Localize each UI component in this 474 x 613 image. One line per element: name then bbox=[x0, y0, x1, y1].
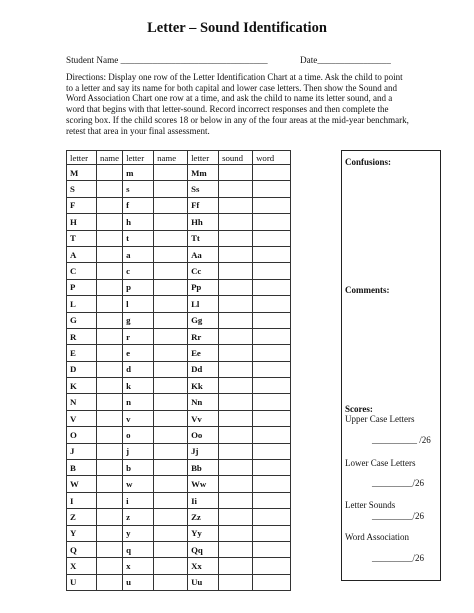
table-row bbox=[67, 296, 291, 312]
sound-response-cell[interactable] bbox=[219, 509, 253, 525]
lowercase-letter-cell: m bbox=[123, 165, 154, 181]
letter-pair-cell: Vv bbox=[188, 410, 219, 426]
letter-pair-cell: Rr bbox=[188, 328, 219, 344]
capital-letter-cell: K bbox=[67, 378, 97, 394]
column-header: name bbox=[154, 151, 188, 165]
name-response-cell[interactable] bbox=[97, 427, 123, 443]
letter-chart-table bbox=[66, 150, 291, 591]
table-header-row bbox=[67, 151, 291, 165]
word-response-cell[interactable] bbox=[253, 181, 291, 197]
lowercase-letter-cell: j bbox=[123, 443, 154, 459]
capital-letter-cell: X bbox=[67, 558, 97, 574]
word-response-cell[interactable] bbox=[253, 378, 291, 394]
name-response-cell[interactable] bbox=[154, 328, 188, 344]
sound-response-cell[interactable] bbox=[219, 361, 253, 377]
lowercase-letter-cell: o bbox=[123, 427, 154, 443]
capital-letter-cell: R bbox=[67, 328, 97, 344]
word-response-cell[interactable] bbox=[253, 230, 291, 246]
letter-pair-cell: Xx bbox=[188, 558, 219, 574]
letter-pair-cell: Mm bbox=[188, 165, 219, 181]
word-response-cell[interactable] bbox=[253, 263, 291, 279]
name-response-cell[interactable] bbox=[97, 263, 123, 279]
capital-letter-cell: T bbox=[67, 230, 97, 246]
name-response-cell[interactable] bbox=[154, 312, 188, 328]
date-field[interactable]: Date________________ bbox=[300, 55, 391, 65]
sound-response-cell[interactable] bbox=[219, 230, 253, 246]
comments-label: Comments: bbox=[345, 285, 390, 295]
name-response-cell[interactable] bbox=[154, 165, 188, 181]
name-response-cell[interactable] bbox=[154, 443, 188, 459]
name-response-cell[interactable] bbox=[154, 509, 188, 525]
column-header: sound bbox=[219, 151, 253, 165]
name-response-cell[interactable] bbox=[154, 574, 188, 590]
sound-response-cell[interactable] bbox=[219, 492, 253, 508]
upper-case-score-field[interactable]: __________ /26 bbox=[372, 435, 431, 445]
letter-pair-cell: Gg bbox=[188, 312, 219, 328]
capital-letter-cell: Y bbox=[67, 525, 97, 541]
capital-letter-cell: V bbox=[67, 410, 97, 426]
capital-letter-cell: D bbox=[67, 361, 97, 377]
word-response-cell[interactable] bbox=[253, 328, 291, 344]
table-row bbox=[67, 394, 291, 410]
word-response-cell[interactable] bbox=[253, 492, 291, 508]
table-row bbox=[67, 525, 291, 541]
letter-pair-cell: Pp bbox=[188, 279, 219, 295]
column-header: letter bbox=[188, 151, 219, 165]
letter-pair-cell: Uu bbox=[188, 574, 219, 590]
letter-pair-cell: Yy bbox=[188, 525, 219, 541]
name-response-cell[interactable] bbox=[154, 263, 188, 279]
name-response-cell[interactable] bbox=[97, 574, 123, 590]
word-response-cell[interactable] bbox=[253, 525, 291, 541]
table-row bbox=[67, 361, 291, 377]
directions-text: Directions: Display one row of the Letter Identification Chart at a time. Ask the child to point to a letter and say its name for both capital and lower case letters. Then show the Sound and Word Association Chart one row at a time, and ask the child to name its letter sound, and a word that begins with that letter-sound. Record incorrect responses and then complete the scoring box. If the child scores 18 or below in any of the four areas at the mid-year benchmark, retest that area in your final assessment. bbox=[66, 72, 409, 136]
sound-response-cell[interactable] bbox=[219, 328, 253, 344]
lowercase-letter-cell: r bbox=[123, 328, 154, 344]
lowercase-letter-cell: z bbox=[123, 509, 154, 525]
lowercase-letter-cell: l bbox=[123, 296, 154, 312]
letter-pair-cell: Dd bbox=[188, 361, 219, 377]
sound-response-cell[interactable] bbox=[219, 427, 253, 443]
name-response-cell[interactable] bbox=[97, 296, 123, 312]
name-response-cell[interactable] bbox=[154, 394, 188, 410]
name-response-cell[interactable] bbox=[97, 328, 123, 344]
name-response-cell[interactable] bbox=[154, 476, 188, 492]
letter-pair-cell: Ee bbox=[188, 345, 219, 361]
lowercase-letter-cell: q bbox=[123, 541, 154, 557]
name-response-cell[interactable] bbox=[154, 361, 188, 377]
sound-response-cell[interactable] bbox=[219, 476, 253, 492]
table-row bbox=[67, 165, 291, 181]
table-row bbox=[67, 492, 291, 508]
sound-response-cell[interactable] bbox=[219, 296, 253, 312]
capital-letter-cell: W bbox=[67, 476, 97, 492]
name-response-cell[interactable] bbox=[97, 345, 123, 361]
lowercase-letter-cell: c bbox=[123, 263, 154, 279]
lowercase-letter-cell: b bbox=[123, 460, 154, 476]
column-header: name bbox=[97, 151, 123, 165]
table-row bbox=[67, 230, 291, 246]
word-response-cell[interactable] bbox=[253, 541, 291, 557]
lowercase-letter-cell: g bbox=[123, 312, 154, 328]
table-row bbox=[67, 328, 291, 344]
capital-letter-cell: Q bbox=[67, 541, 97, 557]
table-row bbox=[67, 476, 291, 492]
name-response-cell[interactable] bbox=[97, 541, 123, 557]
name-response-cell[interactable] bbox=[97, 394, 123, 410]
letter-pair-cell: Aa bbox=[188, 246, 219, 262]
capital-letter-cell: B bbox=[67, 460, 97, 476]
table-row bbox=[67, 214, 291, 230]
sound-response-cell[interactable] bbox=[219, 181, 253, 197]
capital-letter-cell: I bbox=[67, 492, 97, 508]
capital-letter-cell: U bbox=[67, 574, 97, 590]
capital-letter-cell: F bbox=[67, 197, 97, 213]
name-response-cell[interactable] bbox=[154, 214, 188, 230]
page-title: Letter – Sound Identification bbox=[147, 20, 327, 36]
word-response-cell[interactable] bbox=[253, 197, 291, 213]
word-response-cell[interactable] bbox=[253, 165, 291, 181]
name-response-cell[interactable] bbox=[97, 230, 123, 246]
lowercase-letter-cell: i bbox=[123, 492, 154, 508]
capital-letter-cell: N bbox=[67, 394, 97, 410]
table-row bbox=[67, 246, 291, 262]
name-response-cell[interactable] bbox=[97, 525, 123, 541]
word-response-cell[interactable] bbox=[253, 410, 291, 426]
letter-pair-cell: Qq bbox=[188, 541, 219, 557]
table-row bbox=[67, 574, 291, 590]
sound-response-cell[interactable] bbox=[219, 574, 253, 590]
name-response-cell[interactable] bbox=[154, 197, 188, 213]
capital-letter-cell: A bbox=[67, 246, 97, 262]
name-response-cell[interactable] bbox=[97, 246, 123, 262]
word-response-cell[interactable] bbox=[253, 296, 291, 312]
capital-letter-cell: G bbox=[67, 312, 97, 328]
table-body bbox=[67, 165, 291, 591]
name-response-cell[interactable] bbox=[154, 460, 188, 476]
name-response-cell[interactable] bbox=[97, 361, 123, 377]
letter-pair-cell: Ii bbox=[188, 492, 219, 508]
table-row bbox=[67, 378, 291, 394]
scoring-box bbox=[341, 150, 441, 581]
lowercase-letter-cell: f bbox=[123, 197, 154, 213]
name-response-cell[interactable] bbox=[97, 460, 123, 476]
lowercase-letter-cell: n bbox=[123, 394, 154, 410]
word-response-cell[interactable] bbox=[253, 427, 291, 443]
sound-response-cell[interactable] bbox=[219, 279, 253, 295]
name-response-cell[interactable] bbox=[97, 312, 123, 328]
sound-response-cell[interactable] bbox=[219, 214, 253, 230]
letter-pair-cell: Tt bbox=[188, 230, 219, 246]
lowercase-letter-cell: h bbox=[123, 214, 154, 230]
letter-pair-cell: Cc bbox=[188, 263, 219, 279]
table-row bbox=[67, 345, 291, 361]
name-response-cell[interactable] bbox=[97, 165, 123, 181]
word-response-cell[interactable] bbox=[253, 279, 291, 295]
name-response-cell[interactable] bbox=[154, 296, 188, 312]
lowercase-letter-cell: t bbox=[123, 230, 154, 246]
word-response-cell[interactable] bbox=[253, 443, 291, 459]
table-row bbox=[67, 460, 291, 476]
capital-letter-cell: M bbox=[67, 165, 97, 181]
letter-pair-cell: Bb bbox=[188, 460, 219, 476]
lowercase-letter-cell: w bbox=[123, 476, 154, 492]
lowercase-letter-cell: d bbox=[123, 361, 154, 377]
lowercase-letter-cell: x bbox=[123, 558, 154, 574]
column-header: word bbox=[253, 151, 291, 165]
lowercase-letter-cell: y bbox=[123, 525, 154, 541]
capital-letter-cell: P bbox=[67, 279, 97, 295]
capital-letter-cell: Z bbox=[67, 509, 97, 525]
lower-case-label: Lower Case Letters bbox=[345, 458, 416, 468]
table-row bbox=[67, 509, 291, 525]
sound-response-cell[interactable] bbox=[219, 394, 253, 410]
name-response-cell[interactable] bbox=[154, 345, 188, 361]
name-response-cell[interactable] bbox=[154, 378, 188, 394]
sound-response-cell[interactable] bbox=[219, 525, 253, 541]
table-row bbox=[67, 558, 291, 574]
upper-case-label: Upper Case Letters bbox=[345, 414, 415, 424]
name-response-cell[interactable] bbox=[154, 525, 188, 541]
sound-response-cell[interactable] bbox=[219, 263, 253, 279]
column-header: letter bbox=[67, 151, 97, 165]
name-response-cell[interactable] bbox=[97, 476, 123, 492]
table-row bbox=[67, 263, 291, 279]
name-response-cell[interactable] bbox=[97, 492, 123, 508]
name-response-cell[interactable] bbox=[97, 378, 123, 394]
capital-letter-cell: E bbox=[67, 345, 97, 361]
table-row bbox=[67, 443, 291, 459]
name-response-cell[interactable] bbox=[154, 230, 188, 246]
sound-response-cell[interactable] bbox=[219, 443, 253, 459]
name-response-cell[interactable] bbox=[97, 558, 123, 574]
lowercase-letter-cell: v bbox=[123, 410, 154, 426]
table-row bbox=[67, 181, 291, 197]
sound-response-cell[interactable] bbox=[219, 541, 253, 557]
letter-pair-cell: Nn bbox=[188, 394, 219, 410]
word-response-cell[interactable] bbox=[253, 345, 291, 361]
letter-pair-cell: Zz bbox=[188, 509, 219, 525]
word-response-cell[interactable] bbox=[253, 558, 291, 574]
sound-response-cell[interactable] bbox=[219, 410, 253, 426]
name-response-cell[interactable] bbox=[154, 492, 188, 508]
table-row bbox=[67, 197, 291, 213]
capital-letter-cell: L bbox=[67, 296, 97, 312]
sound-response-cell[interactable] bbox=[219, 378, 253, 394]
name-response-cell[interactable] bbox=[154, 410, 188, 426]
name-response-cell[interactable] bbox=[154, 541, 188, 557]
word-response-cell[interactable] bbox=[253, 312, 291, 328]
capital-letter-cell: S bbox=[67, 181, 97, 197]
name-response-cell[interactable] bbox=[97, 197, 123, 213]
sound-response-cell[interactable] bbox=[219, 312, 253, 328]
lower-case-score-field[interactable]: _________/26 bbox=[372, 478, 425, 488]
word-response-cell[interactable] bbox=[253, 214, 291, 230]
letter-pair-cell: Jj bbox=[188, 443, 219, 459]
word-response-cell[interactable] bbox=[253, 246, 291, 262]
capital-letter-cell: C bbox=[67, 263, 97, 279]
capital-letter-cell: O bbox=[67, 427, 97, 443]
name-response-cell[interactable] bbox=[97, 279, 123, 295]
lowercase-letter-cell: e bbox=[123, 345, 154, 361]
student-info-line bbox=[66, 55, 406, 65]
letter-pair-cell: Ss bbox=[188, 181, 219, 197]
name-response-cell[interactable] bbox=[154, 558, 188, 574]
scores-label: Scores: bbox=[345, 404, 373, 414]
table-row bbox=[67, 410, 291, 426]
word-association-label: Word Association bbox=[345, 532, 410, 542]
table-row bbox=[67, 279, 291, 295]
lowercase-letter-cell: u bbox=[123, 574, 154, 590]
word-response-cell[interactable] bbox=[253, 574, 291, 590]
letter-sounds-score-field[interactable]: _________/26 bbox=[372, 511, 425, 521]
student-name-field[interactable]: Student Name ________________________________ bbox=[66, 55, 268, 65]
word-response-cell[interactable] bbox=[253, 361, 291, 377]
lowercase-letter-cell: a bbox=[123, 246, 154, 262]
sound-response-cell[interactable] bbox=[219, 165, 253, 181]
name-response-cell[interactable] bbox=[97, 214, 123, 230]
capital-letter-cell: H bbox=[67, 214, 97, 230]
letter-pair-cell: Kk bbox=[188, 378, 219, 394]
lowercase-letter-cell: p bbox=[123, 279, 154, 295]
word-response-cell[interactable] bbox=[253, 394, 291, 410]
lowercase-letter-cell: k bbox=[123, 378, 154, 394]
word-response-cell[interactable] bbox=[253, 476, 291, 492]
name-response-cell[interactable] bbox=[154, 427, 188, 443]
word-response-cell[interactable] bbox=[253, 509, 291, 525]
name-response-cell[interactable] bbox=[97, 410, 123, 426]
word-association-score-field[interactable]: _________/26 bbox=[372, 553, 425, 563]
name-response-cell[interactable] bbox=[97, 181, 123, 197]
sound-response-cell[interactable] bbox=[219, 460, 253, 476]
letter-pair-cell: Ff bbox=[188, 197, 219, 213]
table-row bbox=[67, 541, 291, 557]
sound-response-cell[interactable] bbox=[219, 197, 253, 213]
name-response-cell[interactable] bbox=[154, 246, 188, 262]
name-response-cell[interactable] bbox=[97, 443, 123, 459]
letter-sounds-label: Letter Sounds bbox=[345, 500, 396, 510]
letter-pair-cell: Ll bbox=[188, 296, 219, 312]
word-response-cell[interactable] bbox=[253, 460, 291, 476]
confusions-label: Confusions: bbox=[345, 157, 392, 167]
column-header: letter bbox=[123, 151, 154, 165]
sound-response-cell[interactable] bbox=[219, 558, 253, 574]
sound-response-cell[interactable] bbox=[219, 246, 253, 262]
name-response-cell[interactable] bbox=[154, 279, 188, 295]
letter-pair-cell: Oo bbox=[188, 427, 219, 443]
letter-pair-cell: Ww bbox=[188, 476, 219, 492]
name-response-cell[interactable] bbox=[97, 509, 123, 525]
capital-letter-cell: J bbox=[67, 443, 97, 459]
table-row bbox=[67, 312, 291, 328]
name-response-cell[interactable] bbox=[154, 181, 188, 197]
letter-pair-cell: Hh bbox=[188, 214, 219, 230]
sound-response-cell[interactable] bbox=[219, 345, 253, 361]
lowercase-letter-cell: s bbox=[123, 181, 154, 197]
table-row bbox=[67, 427, 291, 443]
